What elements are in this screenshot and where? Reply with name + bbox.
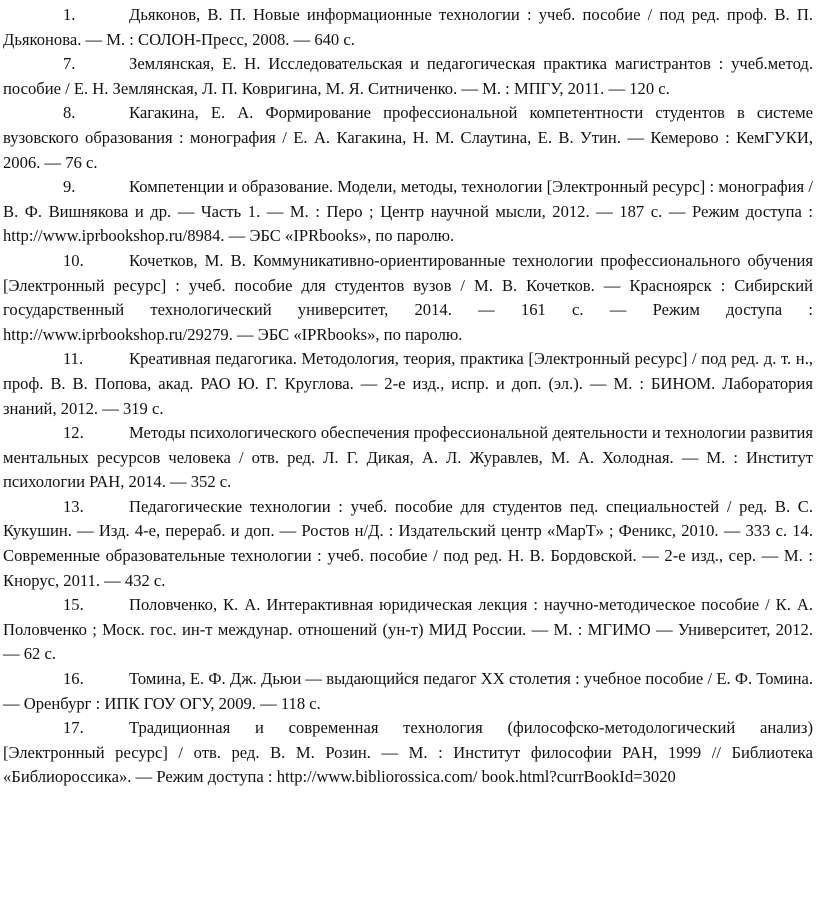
reference-item xyxy=(3,347,813,421)
reference-number: 7. xyxy=(63,54,76,74)
reference-item xyxy=(3,495,813,593)
reference-item xyxy=(3,667,813,716)
reference-item xyxy=(3,175,813,249)
reference-item xyxy=(3,249,813,347)
reference-text: Половченко, К. А. Интерактивная юридическая лекция : научно-методическое пособие / К. А. Половченко ; Моск. гос. ин-т междунар. отношений (ун-т) МИД России. — М. : МГИМО — Университет, 2012. — 62 с. xyxy=(3,595,813,664)
reference-item xyxy=(3,593,813,667)
reference-text: Креативная педагогика. Методология, теория, практика [Электронный ресурс] / под ред. д. т. н., проф. В. В. Попова, акад. РАО Ю. Г. Круглова. — 2-е изд., испр. и доп. (эл.). — М. : БИНОМ. Лаборатория знаний, 2012. — 319 с. xyxy=(3,349,813,418)
reference-text: Кочетков, М. В. Коммуникативно-ориентированные технологии профессионального обучения [Электронный ресурс] : учеб. пособие для студентов вузов / М. В. Кочетков. — Красноярск : Сибирский государственный технологический университет, 2014. — 161 с. — Режим доступа : http://www.iprbookshop.ru/29279. — ЭБС «IPRbooks», по паролю. xyxy=(3,250,813,344)
reference-item xyxy=(3,101,813,175)
reference-text: Землянская, Е. Н. Исследовательская и педагогическая практика магистрантов : учеб.метод. пособие / Е. Н. Землянская, Л. П. Ковригина, М. Я. Ситниченко. — М. : МПГУ, 2011. — 120 с. xyxy=(3,54,813,98)
reference-list xyxy=(3,3,813,790)
reference-item xyxy=(3,716,813,790)
reference-number: 8. xyxy=(63,103,76,123)
reference-text: Томина, Е. Ф. Дж. Дьюи — выдающийся педагог XX столетия : учебное пособие / Е. Ф. Томина. — Оренбург : ИПК ГОУ ОГУ, 2009. — 118 с. xyxy=(3,669,813,713)
reference-item xyxy=(3,52,813,101)
reference-text: Дьяконов, В. П. Новые информационные технологии : учеб. пособие / под ред. проф. В. П. Дьяконова. — М. : СОЛОН-Пресс, 2008. — 640 с. xyxy=(3,5,813,49)
reference-number: 12. xyxy=(63,423,84,443)
reference-number: 9. xyxy=(63,177,76,197)
reference-number: 1. xyxy=(63,5,76,24)
reference-text: Традиционная и современная технология (философско-методологический анализ) [Электронный ресурс] / отв. ред. В. М. Розин. — М. : Институт философии РАН, 1999 // Библиотека «Библиороссика». — Режим доступа : http://www.bibliorossica.com/ book.html?currBookId=3020 xyxy=(3,718,813,787)
reference-number: 11. xyxy=(63,349,84,369)
reference-text: Методы психологического обеспечения профессиональной деятельности и технологии развития ментальных ресурсов человека / отв. ред. Л. Г. Дикая, А. Л. Журавлев, М. А. Холодная. — М. : Институт психологии РАН, 2014. — 352 с. xyxy=(3,423,813,492)
reference-number: 10. xyxy=(63,250,84,270)
reference-text: Педагогические технологии : учеб. пособие для студентов пед. специальностей / ред. В. С. Кукушин. — Изд. 4-е, перераб. и доп. — Ростов н/Д. : Издательский центр «МарТ» ; Феникс, 2010. — 333 с. 14. Современные образовательные технологии : учеб. пособие / под ред. Н. В. Бордовской. — 2-е изд., сер. — М. : Кнорус, 2011. — 432 с. xyxy=(3,496,813,590)
reference-text: Компетенции и образование. Модели, методы, технологии [Электронный ресурс] : монография / В. Ф. Вишнякова и др. — Часть 1. — М. : Перо ; Центр научной мысли, 2012. — 187 с. — Режим доступа : http://www.iprbookshop.ru/8984. — ЭБС «IPRbooks», по паролю. xyxy=(3,177,813,246)
reference-text: Кагакина, Е. А. Формирование профессиональной компетентности студентов в системе вузовского образования : монография / Е. А. Кагакина, Н. М. Слаутина, Е. В. Утин. — Кемерово : КемГУКИ, 2006. — 76 с. xyxy=(3,103,813,172)
reference-number: 13. xyxy=(63,496,84,516)
reference-item xyxy=(3,3,813,52)
reference-number: 15. xyxy=(63,595,84,615)
reference-number: 16. xyxy=(63,669,84,689)
reference-item xyxy=(3,421,813,495)
reference-number: 17. xyxy=(63,718,84,738)
